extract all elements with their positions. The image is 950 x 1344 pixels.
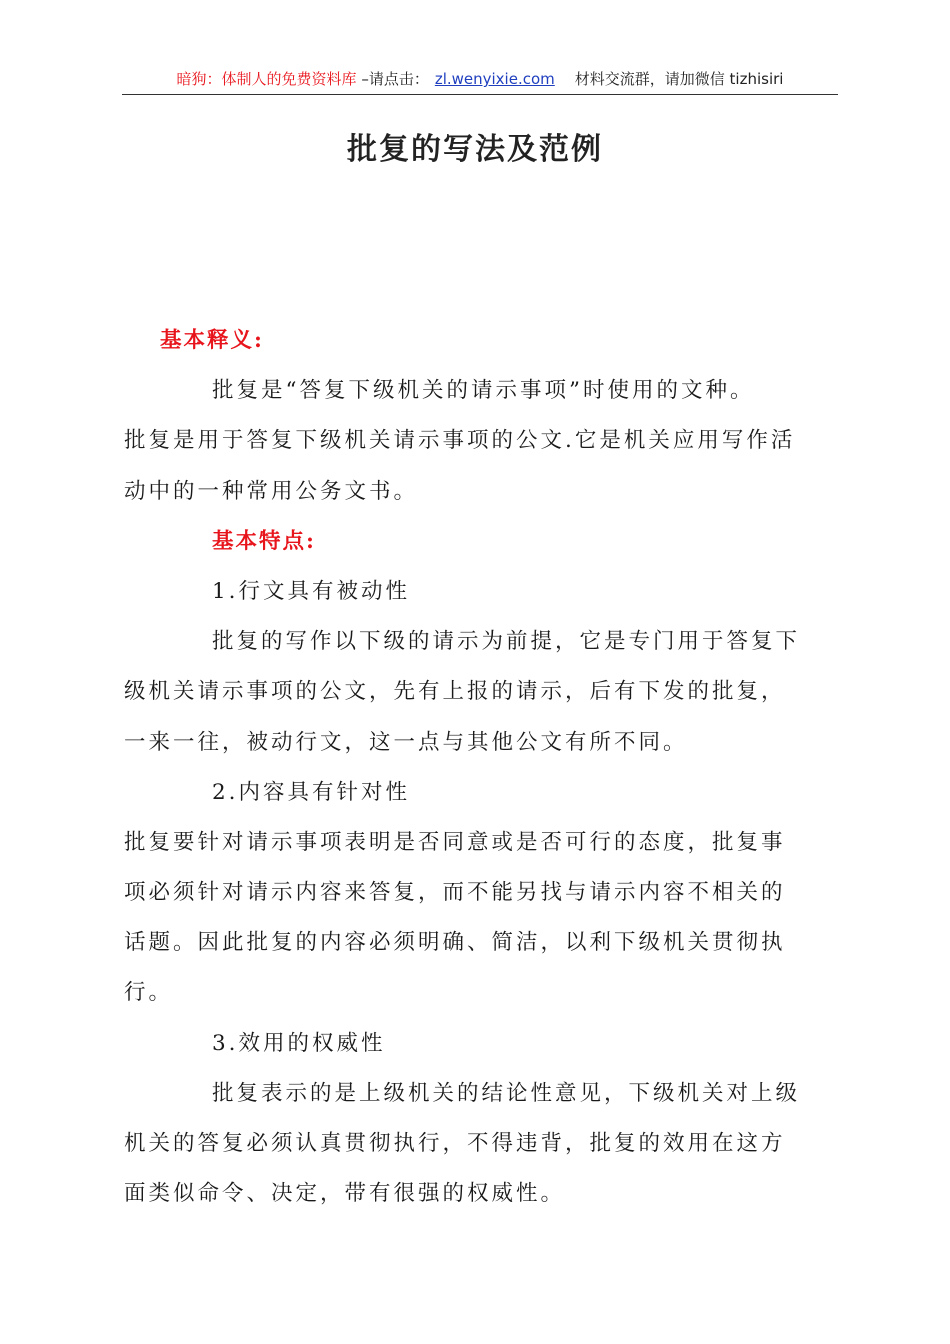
paragraph-line: 话题。因此批复的内容必须明确、简洁，以利下级机关贯彻执 <box>124 930 786 956</box>
paragraph-line: 批复是用于答复下级机关请示事项的公文.它是机关应用写作活 <box>124 428 796 454</box>
paragraph-line: 级机关请示事项的公文，先有上报的请示，后有下发的批复， <box>124 679 786 705</box>
header-website-link[interactable]: zl.wenyixie.com <box>434 70 555 88</box>
page-header <box>122 68 838 92</box>
paragraph-line: 机关的答复必须认真贯彻执行，不得违背，批复的效用在这方 <box>124 1131 786 1156</box>
section-heading-features: 基本特点: <box>212 528 316 554</box>
paragraph-line: 批复是“答复下级机关的请示事项”时使用的文种。 <box>212 378 755 404</box>
paragraph-line: 批复要针对请示事项表明是否同意或是否可行的态度，批复事 <box>124 829 786 855</box>
document-title: 批复的写法及范例 <box>347 132 603 167</box>
section-heading-definition: 基本释义: <box>160 328 264 353</box>
header-click-prompt: –请点击： <box>356 70 429 88</box>
header-wechat-note: 材料交流群，请加微信 tizhisiri <box>574 70 784 88</box>
paragraph-line: 行。 <box>124 980 174 1006</box>
paragraph-line: 项必须针对请示内容来答复，而不能另找与请示内容不相关的 <box>124 880 786 906</box>
paragraph-line: 批复表示的是上级机关的结论性意见，下级机关对上级 <box>212 1080 801 1106</box>
point-title-1: 1.行文具有被动性 <box>212 578 411 604</box>
document-body <box>124 316 829 1219</box>
paragraph-line: 面类似命令、决定，带有很强的权威性。 <box>124 1181 566 1207</box>
paragraph-line: 批复的写作以下级的请示为前提，它是专门用于答复下 <box>212 629 801 655</box>
point-title-2: 2.内容具有针对性 <box>212 779 411 805</box>
paragraph-line: 动中的一种常用公务文书。 <box>124 478 419 504</box>
point-title-3: 3.效用的权威性 <box>212 1030 386 1056</box>
header-site-name: 暗狗：体制人的免费资料库 <box>176 70 357 88</box>
header-divider <box>122 94 838 95</box>
paragraph-line: 一来一往，被动行文，这一点与其他公文有所不同。 <box>124 729 688 755</box>
